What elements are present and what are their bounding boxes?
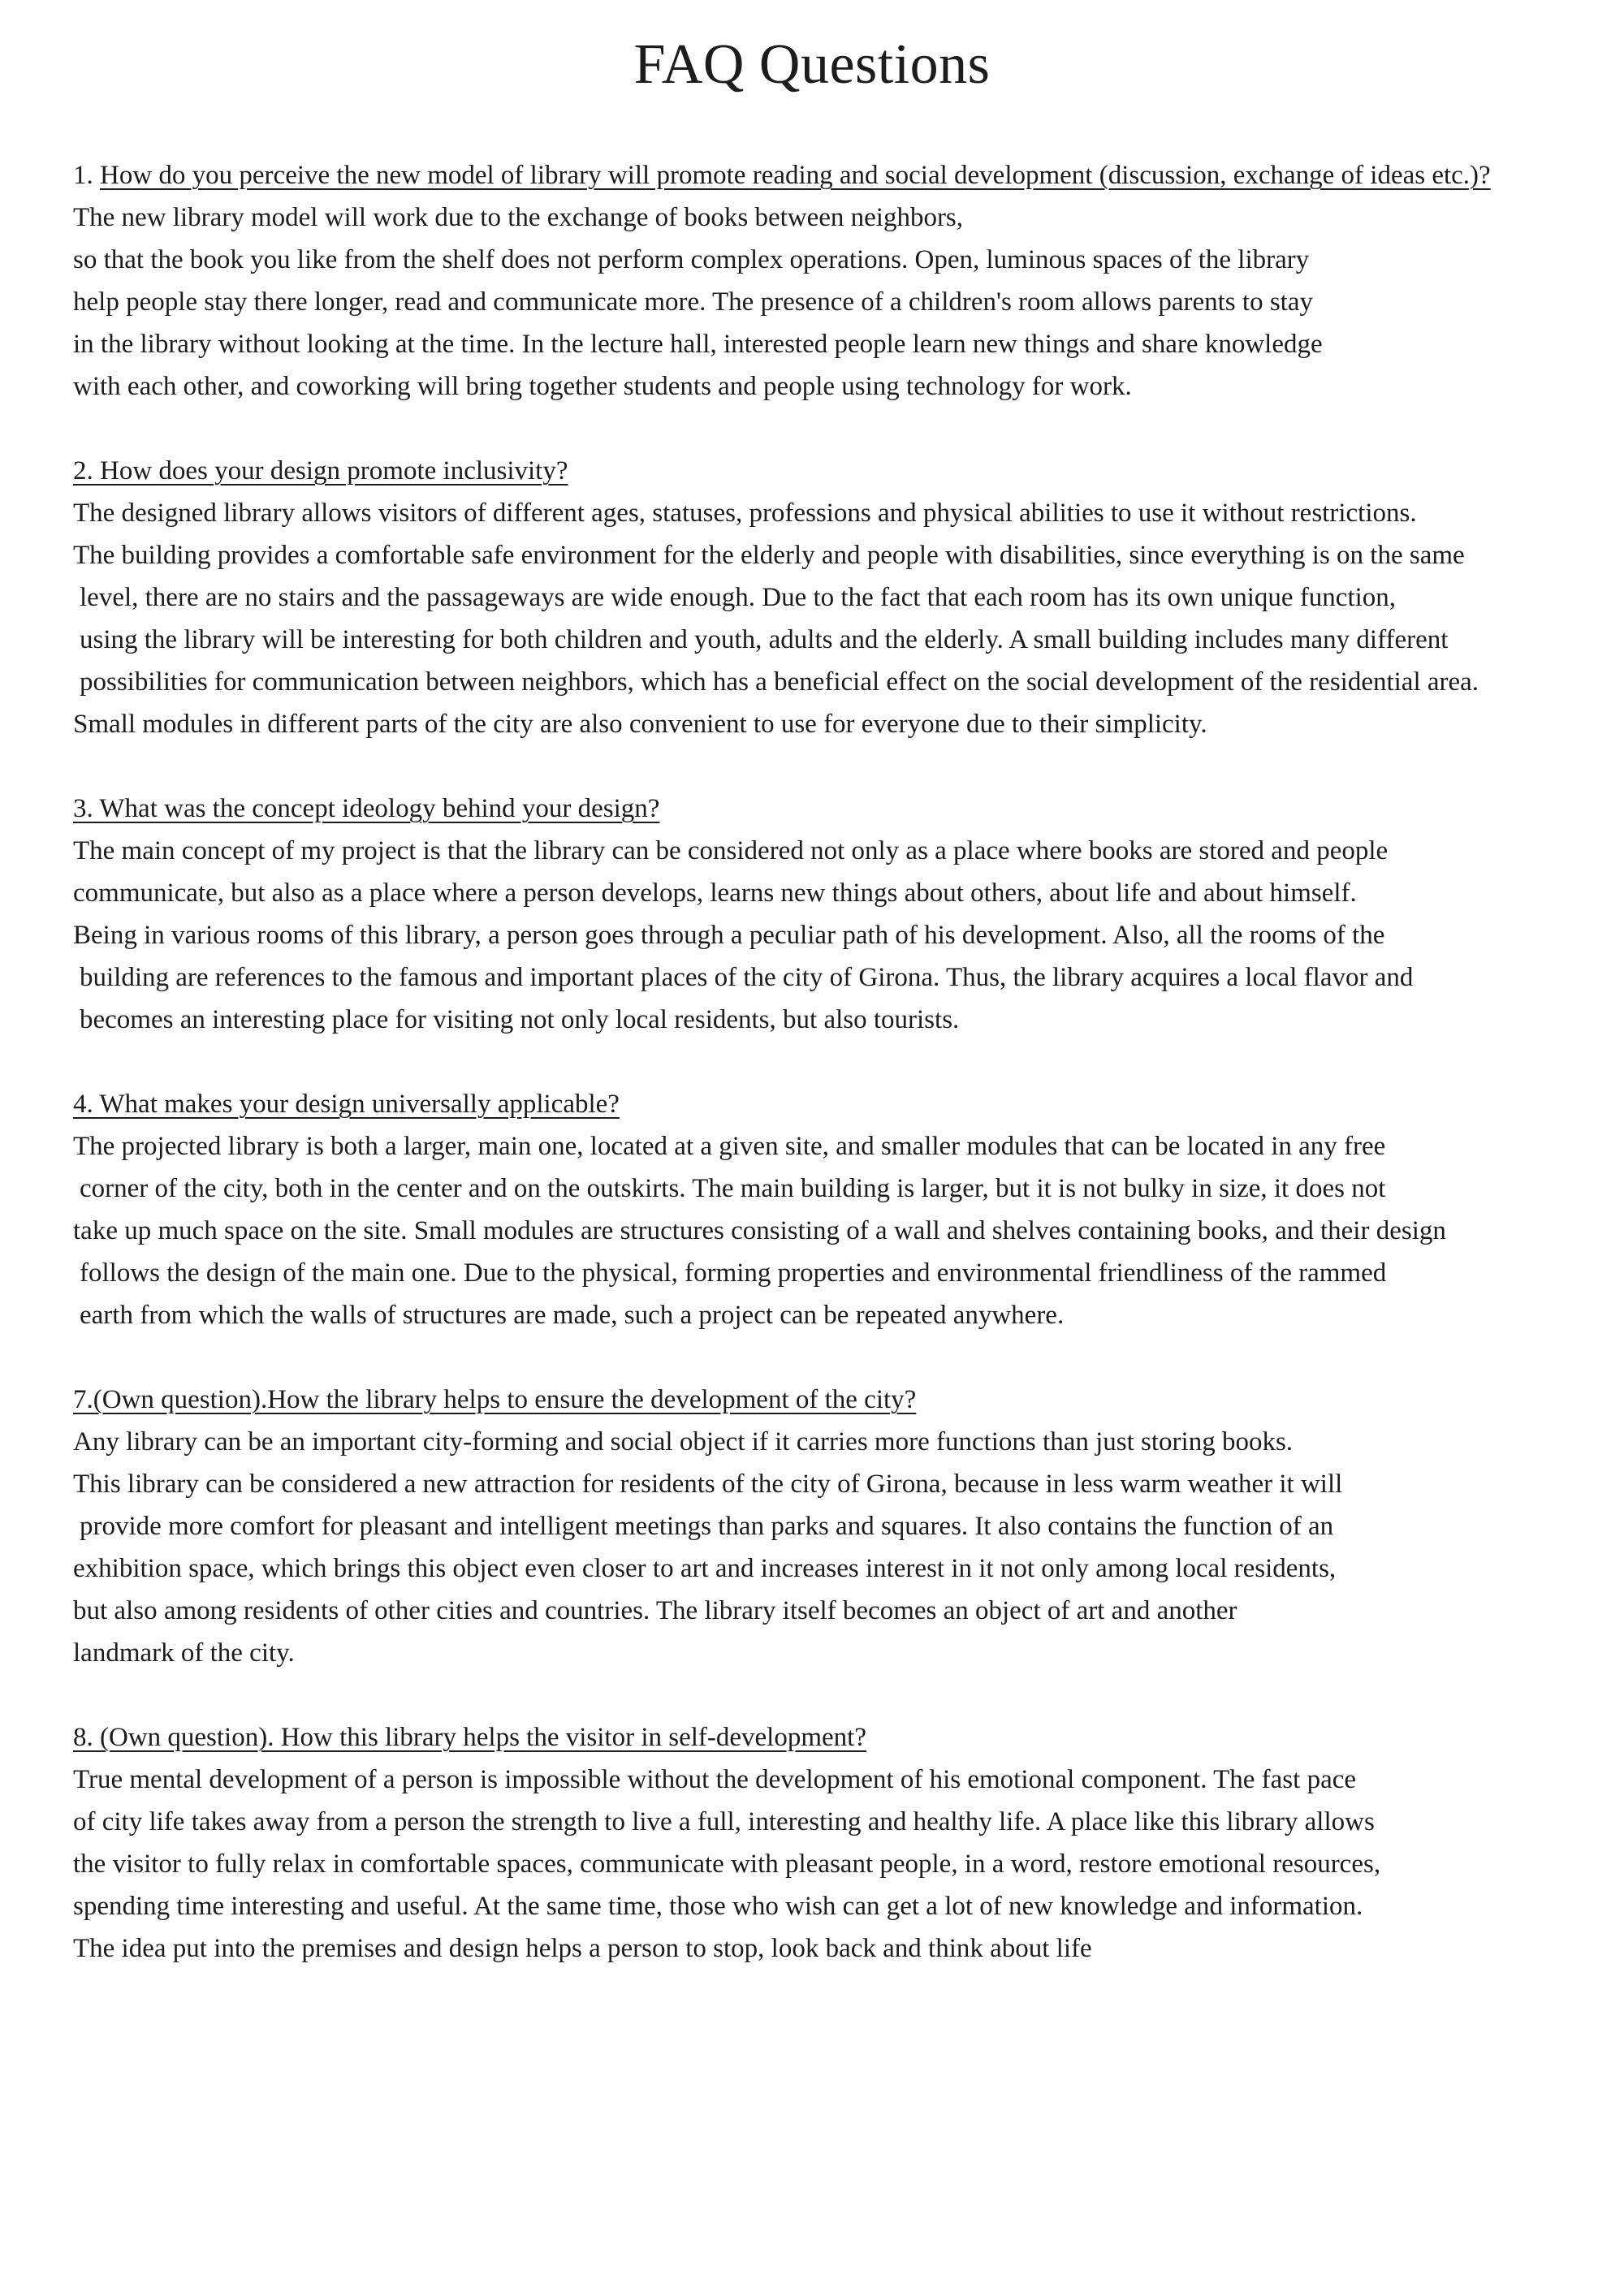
question-number: 1. [73, 161, 93, 190]
answer-line: follows the design of the main one. Due to the physical, forming properties and environmental friendliness of the rammed [80, 1258, 1387, 1288]
answer-line: This library can be considered a new attraction for residents of the city of Girona, because in less warm weather it will [73, 1470, 1343, 1499]
faq-question-line [0, 788, 1624, 830]
answer-line: the visitor to fully relax in comfortable spaces, communicate with pleasant people, in a word, restore emotional resources, [73, 1849, 1381, 1879]
answer-line: communicate, but also as a place where a person develops, learns new things about others, about life and about himself. [73, 878, 1357, 908]
page-title: FAQ Questions [633, 33, 991, 96]
answer-line: becomes an interesting place for visiting not only local residents, but also tourists. [80, 1005, 960, 1034]
answer-line: exhibition space, which brings this object even closer to art and increases interest in it not only among local residents, [73, 1554, 1337, 1583]
answer-line: but also among residents of other cities and countries. The library itself becomes an object of art and another [73, 1596, 1237, 1625]
answer-line: take up much space on the site. Small modules are structures consisting of a wall and shelves containing books, and their design [73, 1216, 1446, 1245]
answer-line: The designed library allows visitors of different ages, statuses, professions and physical abilities to use it without restrictions. [73, 498, 1417, 528]
answer-line: corner of the city, both in the center and on the outskirts. The main building is larger, but it is not bulky in size, it does not [80, 1174, 1386, 1203]
faq-question-line [0, 154, 1624, 196]
question-text: 4. What makes your design universally applicable? [73, 1090, 620, 1119]
answer-line: of city life takes away from a person the strength to live a full, interesting and healthy life. A place like this library allows [73, 1807, 1375, 1836]
answer-line: using the library will be interesting for both children and youth, adults and the elderly. A small building includes many different [80, 625, 1449, 654]
answer-line: in the library without looking at the time. In the lecture hall, interested people learn new things and share knowledge [73, 330, 1323, 359]
question-text: 3. What was the concept ideology behind your design? [73, 794, 660, 823]
answer-line: The idea put into the premises and design helps a person to stop, look back and think about life [73, 1934, 1092, 1963]
answer-line: True mental development of a person is impossible without the development of his emotional component. The fast pace [73, 1765, 1357, 1794]
question-text: 7.(Own question).How the library helps to ensure the development of the city? [73, 1385, 917, 1414]
faq-item-4 [0, 1083, 1624, 1336]
answer-line: The building provides a comfortable safe environment for the elderly and people with disabilities, since everything is on the same [73, 541, 1465, 570]
answer-line: building are references to the famous and important places of the city of Girona. Thus, the library acquires a local flavor and [80, 963, 1414, 992]
faq-question-line [0, 1716, 1624, 1759]
answer-line: spending time interesting and useful. At the same time, those who wish can get a lot of new knowledge and information. [73, 1892, 1363, 1921]
answer-line: The projected library is both a larger, main one, located at a given site, and smaller modules that can be located in any free [73, 1132, 1386, 1161]
faq-item-3 [0, 788, 1624, 1041]
faq-list [0, 154, 1624, 2012]
faq-item-1 [0, 154, 1624, 408]
question-text: 2. How does your design promote inclusivity? [73, 456, 568, 486]
faq-item-7 [0, 1379, 1624, 1674]
faq-question-line [0, 450, 1624, 492]
answer-line: with each other, and coworking will bring together students and people using technology for work. [73, 372, 1132, 401]
answer-line: possibilities for communication between neighbors, which has a beneficial effect on the social development of the residential area. [80, 667, 1479, 697]
answer-line: The new library model will work due to the exchange of books between neighbors, [73, 203, 964, 232]
answer-line: landmark of the city. [73, 1638, 295, 1668]
faq-question-line [0, 1379, 1624, 1421]
answer-line: Being in various rooms of this library, a person goes through a peculiar path of his development. Also, all the rooms of the [73, 921, 1385, 950]
question-text: 8. (Own question). How this library helps the visitor in self-development? [73, 1723, 866, 1752]
answer-line: provide more comfort for pleasant and intelligent meetings than parks and squares. It also contains the function of an [80, 1512, 1334, 1541]
answer-line: Any library can be an important city-forming and social object if it carries more functions than just storing books. [73, 1427, 1294, 1457]
answer-line: help people stay there longer, read and communicate more. The presence of a children's room allows parents to stay [73, 287, 1313, 317]
answer-line: Small modules in different parts of the city are also convenient to use for everyone due to their simplicity. [73, 710, 1207, 739]
answer-line: The main concept of my project is that the library can be considered not only as a place where books are stored and people [73, 836, 1389, 865]
faq-item-2 [0, 450, 1624, 745]
answer-line: so that the book you like from the shelf does not perform complex operations. Open, luminous spaces of the library [73, 245, 1310, 274]
faq-item-8 [0, 1716, 1624, 1970]
answer-line: level, there are no stairs and the passageways are wide enough. Due to the fact that each room has its own unique function, [80, 583, 1397, 612]
question-text: How do you perceive the new model of library will promote reading and social development (discussion, exchange of ideas etc.)? [100, 161, 1491, 190]
faq-question-line [0, 1083, 1624, 1125]
answer-line: earth from which the walls of structures are made, such a project can be repeated anywhere. [80, 1301, 1065, 1330]
